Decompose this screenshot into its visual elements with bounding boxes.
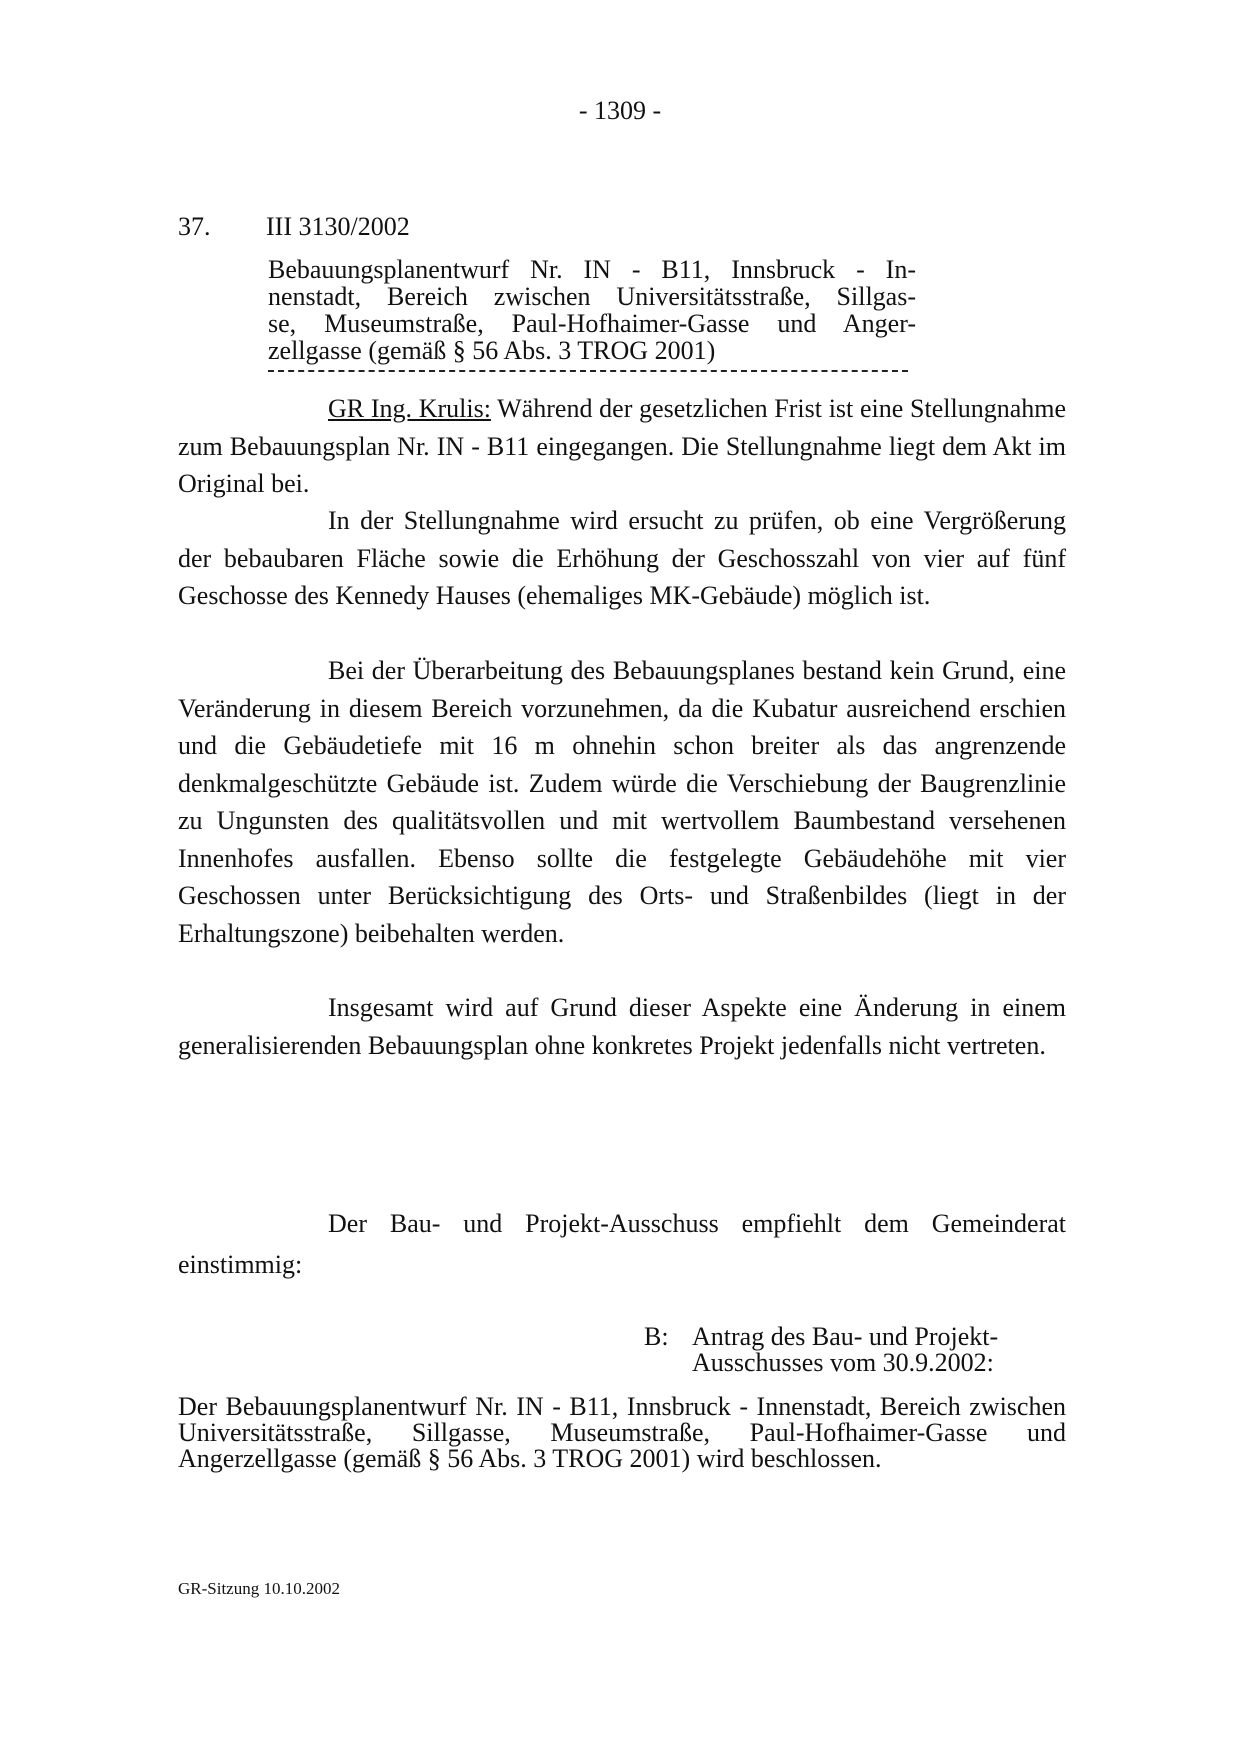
subject-line: zellgasse (gemäß § 56 Abs. 3 TROG 2001) bbox=[268, 336, 716, 365]
resolution-text: Der Bebauungsplanentwurf Nr. IN - B11, Innsbruck - Innenstadt, Bereich zwischen Universitätsstraße, Sillgasse, Museumstraße, Paul-Hofhaimer-Gasse und Angerzellgasse (gemäß § 56 Abs. 3 TROG 2001) wird beschlossen. bbox=[178, 1392, 1066, 1473]
paragraph-text: Bei der Überarbeitung des Bebauungsplanes bestand kein Grund, eine Veränderung in diesem Bereich vorzunehmen, da die Kubatur ausreichend erschien und die Gebäudetiefe mit 16 m ohnehin schon breiter als das angrenzende denkmalgeschützte Gebäude ist. Zudem würde die Verschiebung der Baugrenzlinie zu Ungunsten des qualitätsvollen und mit wertvollem Baumbestand versehenen Innenhofes ausfallen. Ebenso sollte die festgelegte Gebäudehöhe mit vier Geschossen unter Berücksichtigung des Orts- und Straßenbildes (liegt in der Erhaltungszone) beibehalten werden. bbox=[178, 656, 1066, 948]
paragraph-text: Während der gesetzlichen Frist ist eine Stellungnahme zum Bebauungsplan Nr. IN - B11 eingegangen. Die Stellungnahme liegt dem Akt im Original bei. bbox=[178, 394, 1066, 498]
dashed-separator bbox=[268, 370, 908, 372]
motion-line: Antrag des Bau- und Projekt- bbox=[692, 1322, 999, 1351]
statement-paragraph-1 bbox=[178, 390, 1066, 503]
statement-paragraph-2 bbox=[178, 502, 1066, 615]
subject-line: nenstadt, Bereich zwischen Universitätsstraße, Sillgas- bbox=[268, 282, 916, 311]
subject-line: Bebauungsplanentwurf Nr. IN - B11, Innsbruck - In- bbox=[268, 255, 916, 284]
paragraph-text: Insgesamt wird auf Grund dieser Aspekte eine Änderung in einem generalisierenden Bebauungsplan ohne konkretes Projekt jedenfalls nicht vertreten. bbox=[178, 993, 1066, 1060]
footer-session: GR-Sitzung 10.10.2002 bbox=[178, 1579, 340, 1598]
motion-title bbox=[692, 1324, 1064, 1376]
speaker-name: GR Ing. Krulis: bbox=[328, 394, 491, 423]
subject-line: se, Museumstraße, Paul-Hofhaimer-Gasse und Anger- bbox=[268, 309, 916, 338]
motion-label: B: bbox=[644, 1322, 669, 1351]
statement-paragraph-3 bbox=[178, 652, 1066, 952]
paragraph-text: In der Stellungnahme wird ersucht zu prüfen, ob eine Vergrößerung der bebaubaren Fläche sowie die Erhöhung der Geschosszahl von vier auf fünf Geschosse des Kennedy Hauses (ehemaliges MK-Gebäude) möglich ist. bbox=[178, 506, 1066, 610]
statement-paragraph-4 bbox=[178, 989, 1066, 1064]
recommendation-text: Der Bau- und Projekt-Ausschuss empfiehlt dem Gemeinderat einstimmig: bbox=[178, 1209, 1066, 1279]
committee-recommendation bbox=[178, 1203, 1066, 1285]
item-reference: III 3130/2002 bbox=[266, 212, 410, 241]
item-number: 37. bbox=[178, 212, 211, 241]
item-heading bbox=[178, 212, 410, 242]
motion-line: Ausschusses vom 30.9.2002: bbox=[692, 1348, 994, 1377]
item-subject bbox=[268, 256, 916, 364]
page-number: - 1309 - bbox=[578, 96, 662, 125]
